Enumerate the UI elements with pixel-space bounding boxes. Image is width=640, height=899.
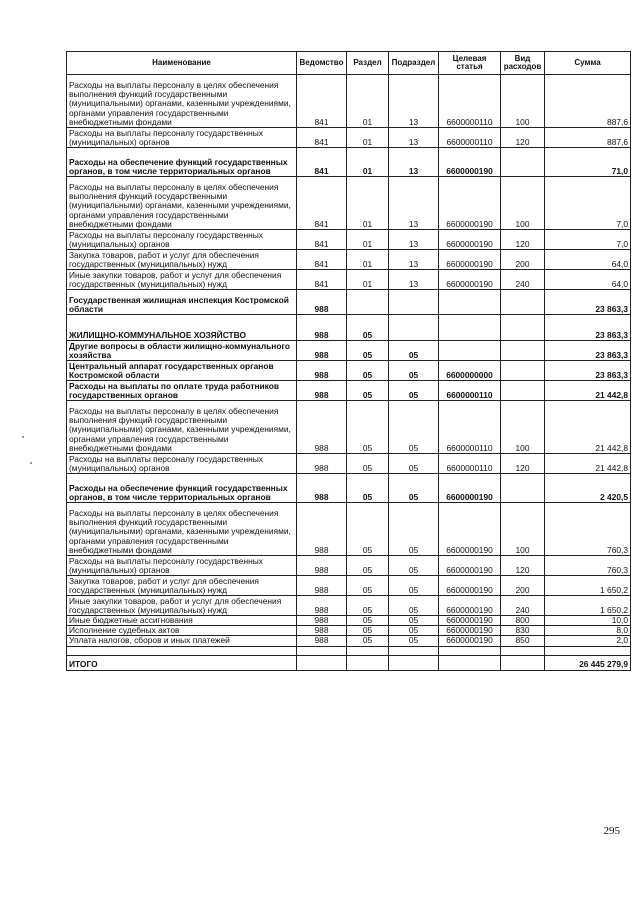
cell-summa: 23 863,3 bbox=[545, 290, 631, 315]
cell-vedomstvo: 988 bbox=[297, 474, 347, 503]
cell-summa: 23 863,3 bbox=[545, 315, 631, 341]
table-row bbox=[67, 230, 631, 250]
cell-vid-raskhodov bbox=[501, 655, 545, 670]
cell-vedomstvo: 988 bbox=[297, 381, 347, 401]
table-row bbox=[67, 401, 631, 454]
header-tselevaya-statya: Целевая статья bbox=[439, 52, 501, 75]
cell-vid-raskhodov: 100 bbox=[501, 401, 545, 454]
cell-name: Расходы на выплаты персоналу государственных (муниципальных) органов bbox=[67, 230, 297, 250]
cell-vid-raskhodov bbox=[501, 474, 545, 503]
cell-name: Центральный аппарат государственных органов Костромской области bbox=[67, 361, 297, 381]
cell-vedomstvo: 988 bbox=[297, 626, 347, 636]
cell-vedomstvo: 841 bbox=[297, 250, 347, 270]
cell-name: Закупка товаров, работ и услуг для обеспечения государственных (муниципальных) нужд bbox=[67, 576, 297, 596]
cell-name: Другие вопросы в области жилищно-коммунального хозяйства bbox=[67, 341, 297, 361]
cell-razdel bbox=[347, 655, 389, 670]
cell-tselevaya-statya: 6600000190 bbox=[439, 177, 501, 230]
cell-podrazdel bbox=[389, 290, 439, 315]
cell-podrazdel: 05 bbox=[389, 503, 439, 556]
table-row bbox=[67, 454, 631, 474]
cell-vedomstvo: 988 bbox=[297, 341, 347, 361]
cell-name: Расходы на выплаты персоналу государственных (муниципальных) органов bbox=[67, 454, 297, 474]
cell-summa: 21 442,8 bbox=[545, 401, 631, 454]
table-row bbox=[67, 270, 631, 290]
header-name: Наименование bbox=[67, 52, 297, 75]
cell-vedomstvo: 988 bbox=[297, 503, 347, 556]
table-row bbox=[67, 596, 631, 616]
cell-name: Иные бюджетные ассигнования bbox=[67, 616, 297, 626]
cell-summa: 26 445 279,9 bbox=[545, 655, 631, 670]
cell-summa: 760,3 bbox=[545, 556, 631, 576]
cell-summa: 8,0 bbox=[545, 626, 631, 636]
cell-razdel: 05 bbox=[347, 341, 389, 361]
cell-vedomstvo: 841 bbox=[297, 148, 347, 177]
table-body bbox=[67, 75, 631, 671]
cell-razdel: 05 bbox=[347, 503, 389, 556]
cell-name: Расходы на обеспечение функций государственных органов, в том числе территориальных органов bbox=[67, 148, 297, 177]
cell-name: Расходы на выплаты персоналу в целях обеспечения выполнения функций государственными (муниципальными) органами, казенными учреждениями, органами управления государственными внебюджетными фондами bbox=[67, 177, 297, 230]
cell-vedomstvo: 988 bbox=[297, 556, 347, 576]
cell-razdel: 01 bbox=[347, 75, 389, 128]
cell-vid-raskhodov: 120 bbox=[501, 128, 545, 148]
table-row bbox=[67, 75, 631, 128]
cell-vedomstvo: 841 bbox=[297, 177, 347, 230]
cell-tselevaya-statya bbox=[439, 646, 501, 655]
cell-summa: 1 650,2 bbox=[545, 596, 631, 616]
cell-summa: 7,0 bbox=[545, 177, 631, 230]
cell-podrazdel: 05 bbox=[389, 626, 439, 636]
cell-vid-raskhodov bbox=[501, 290, 545, 315]
cell-podrazdel bbox=[389, 646, 439, 655]
cell-vid-raskhodov: 200 bbox=[501, 250, 545, 270]
scan-speck bbox=[22, 436, 24, 438]
cell-name: Расходы на выплаты персоналу государственных (муниципальных) органов bbox=[67, 128, 297, 148]
table-row bbox=[67, 646, 631, 655]
cell-summa: 21 442,8 bbox=[545, 454, 631, 474]
cell-podrazdel: 13 bbox=[389, 270, 439, 290]
cell-name bbox=[67, 646, 297, 655]
cell-vedomstvo: 841 bbox=[297, 230, 347, 250]
cell-tselevaya-statya bbox=[439, 341, 501, 361]
cell-razdel bbox=[347, 646, 389, 655]
cell-name: Расходы на обеспечение функций государственных органов, в том числе территориальных органов bbox=[67, 474, 297, 503]
cell-vedomstvo: 988 bbox=[297, 361, 347, 381]
table-row bbox=[67, 474, 631, 503]
cell-vedomstvo: 988 bbox=[297, 315, 347, 341]
cell-vid-raskhodov bbox=[501, 341, 545, 361]
cell-tselevaya-statya: 6600000190 bbox=[439, 556, 501, 576]
cell-tselevaya-statya: 6600000110 bbox=[439, 128, 501, 148]
cell-podrazdel: 05 bbox=[389, 361, 439, 381]
cell-vid-raskhodov bbox=[501, 381, 545, 401]
cell-tselevaya-statya bbox=[439, 290, 501, 315]
cell-razdel bbox=[347, 290, 389, 315]
cell-podrazdel: 05 bbox=[389, 381, 439, 401]
cell-tselevaya-statya: 6600000190 bbox=[439, 230, 501, 250]
cell-tselevaya-statya: 6600000110 bbox=[439, 75, 501, 128]
cell-tselevaya-statya: 6600000190 bbox=[439, 596, 501, 616]
cell-summa: 21 442,8 bbox=[545, 381, 631, 401]
cell-vid-raskhodov: 830 bbox=[501, 626, 545, 636]
cell-name: Государственная жилищная инспекция Костромской области bbox=[67, 290, 297, 315]
cell-vid-raskhodov: 120 bbox=[501, 230, 545, 250]
cell-summa: 887,6 bbox=[545, 128, 631, 148]
cell-podrazdel: 05 bbox=[389, 341, 439, 361]
cell-podrazdel: 05 bbox=[389, 454, 439, 474]
cell-summa: 760,3 bbox=[545, 503, 631, 556]
cell-podrazdel: 13 bbox=[389, 177, 439, 230]
cell-vedomstvo: 988 bbox=[297, 454, 347, 474]
cell-summa: 64,0 bbox=[545, 250, 631, 270]
table-row bbox=[67, 250, 631, 270]
cell-razdel: 05 bbox=[347, 401, 389, 454]
cell-name: Иные закупки товаров, работ и услуг для обеспечения государственных (муниципальных) нужд bbox=[67, 270, 297, 290]
cell-podrazdel: 05 bbox=[389, 474, 439, 503]
table-row bbox=[67, 626, 631, 636]
cell-summa: 10,0 bbox=[545, 616, 631, 626]
cell-podrazdel: 13 bbox=[389, 230, 439, 250]
table-row bbox=[67, 148, 631, 177]
cell-vedomstvo: 988 bbox=[297, 576, 347, 596]
cell-podrazdel: 05 bbox=[389, 616, 439, 626]
table-header-row bbox=[67, 52, 631, 75]
cell-vedomstvo bbox=[297, 655, 347, 670]
cell-tselevaya-statya: 6600000190 bbox=[439, 503, 501, 556]
cell-podrazdel: 13 bbox=[389, 75, 439, 128]
cell-podrazdel bbox=[389, 315, 439, 341]
table-row bbox=[67, 381, 631, 401]
cell-name: Исполнение судебных актов bbox=[67, 626, 297, 636]
cell-vid-raskhodov: 240 bbox=[501, 270, 545, 290]
cell-tselevaya-statya: 6600000190 bbox=[439, 616, 501, 626]
cell-vid-raskhodov: 100 bbox=[501, 75, 545, 128]
table-row bbox=[67, 361, 631, 381]
table-row bbox=[67, 636, 631, 646]
cell-podrazdel: 13 bbox=[389, 128, 439, 148]
page-number: 295 bbox=[603, 825, 620, 837]
cell-name: Расходы на выплаты персоналу государственных (муниципальных) органов bbox=[67, 556, 297, 576]
cell-name: Иные закупки товаров, работ и услуг для обеспечения государственных (муниципальных) нужд bbox=[67, 596, 297, 616]
table-row bbox=[67, 315, 631, 341]
cell-razdel: 05 bbox=[347, 381, 389, 401]
cell-vedomstvo: 988 bbox=[297, 596, 347, 616]
cell-vid-raskhodov: 200 bbox=[501, 576, 545, 596]
cell-summa: 1 650,2 bbox=[545, 576, 631, 596]
cell-vid-raskhodov: 240 bbox=[501, 596, 545, 616]
scan-speck bbox=[30, 462, 32, 464]
cell-tselevaya-statya bbox=[439, 655, 501, 670]
cell-vid-raskhodov bbox=[501, 315, 545, 341]
cell-tselevaya-statya: 6600000000 bbox=[439, 361, 501, 381]
cell-summa: 23 863,3 bbox=[545, 361, 631, 381]
cell-vid-raskhodov bbox=[501, 148, 545, 177]
table-row bbox=[67, 177, 631, 230]
cell-podrazdel: 05 bbox=[389, 556, 439, 576]
cell-vedomstvo: 841 bbox=[297, 75, 347, 128]
cell-razdel: 01 bbox=[347, 270, 389, 290]
cell-summa: 23 863,3 bbox=[545, 341, 631, 361]
cell-razdel: 05 bbox=[347, 361, 389, 381]
cell-vid-raskhodov: 120 bbox=[501, 454, 545, 474]
cell-name: Расходы на выплаты персоналу в целях обеспечения выполнения функций государственными (муниципальными) органами, казенными учреждениями, органами управления государственными внебюджетными фондами bbox=[67, 75, 297, 128]
header-summa: Сумма bbox=[545, 52, 631, 75]
cell-summa: 2,0 bbox=[545, 636, 631, 646]
table-row bbox=[67, 341, 631, 361]
cell-razdel: 01 bbox=[347, 177, 389, 230]
cell-vedomstvo: 988 bbox=[297, 636, 347, 646]
cell-vedomstvo: 988 bbox=[297, 290, 347, 315]
cell-vedomstvo: 841 bbox=[297, 270, 347, 290]
cell-vedomstvo: 988 bbox=[297, 401, 347, 454]
budget-table bbox=[66, 51, 631, 671]
cell-tselevaya-statya: 6600000190 bbox=[439, 576, 501, 596]
cell-vedomstvo bbox=[297, 646, 347, 655]
table-row bbox=[67, 556, 631, 576]
cell-podrazdel: 13 bbox=[389, 148, 439, 177]
table-row bbox=[67, 290, 631, 315]
cell-name: Расходы на выплаты персоналу в целях обеспечения выполнения функций государственными (муниципальными) органами, казенными учреждениями, органами управления государственными внебюджетными фондами bbox=[67, 503, 297, 556]
total-row bbox=[67, 655, 631, 670]
cell-summa: 64,0 bbox=[545, 270, 631, 290]
cell-tselevaya-statya: 6600000190 bbox=[439, 250, 501, 270]
cell-razdel: 01 bbox=[347, 250, 389, 270]
cell-razdel: 05 bbox=[347, 556, 389, 576]
cell-vid-raskhodov: 100 bbox=[501, 503, 545, 556]
cell-summa: 71,0 bbox=[545, 148, 631, 177]
cell-summa: 2 420,5 bbox=[545, 474, 631, 503]
cell-razdel: 05 bbox=[347, 315, 389, 341]
cell-tselevaya-statya: 6600000110 bbox=[439, 454, 501, 474]
cell-podrazdel: 05 bbox=[389, 636, 439, 646]
cell-tselevaya-statya: 6600000190 bbox=[439, 626, 501, 636]
table-row bbox=[67, 128, 631, 148]
cell-summa: 7,0 bbox=[545, 230, 631, 250]
cell-razdel: 01 bbox=[347, 128, 389, 148]
table-row bbox=[67, 503, 631, 556]
cell-tselevaya-statya: 6600000110 bbox=[439, 401, 501, 454]
cell-vedomstvo: 841 bbox=[297, 128, 347, 148]
cell-tselevaya-statya: 6600000190 bbox=[439, 270, 501, 290]
header-vedomstvo: Ведомство bbox=[297, 52, 347, 75]
cell-summa bbox=[545, 646, 631, 655]
cell-name: ИТОГО bbox=[67, 655, 297, 670]
cell-razdel: 05 bbox=[347, 626, 389, 636]
cell-razdel: 05 bbox=[347, 576, 389, 596]
table-row bbox=[67, 576, 631, 596]
cell-name: Расходы на выплаты персоналу в целях обеспечения выполнения функций государственными (муниципальными) органами, казенными учреждениями, органами управления государственными внебюджетными фондами bbox=[67, 401, 297, 454]
header-vid-raskhodov: Вид расходов bbox=[501, 52, 545, 75]
cell-razdel: 01 bbox=[347, 148, 389, 177]
cell-tselevaya-statya bbox=[439, 315, 501, 341]
cell-razdel: 01 bbox=[347, 230, 389, 250]
cell-name: ЖИЛИЩНО-КОММУНАЛЬНОЕ ХОЗЯЙСТВО bbox=[67, 315, 297, 341]
cell-tselevaya-statya: 6600000110 bbox=[439, 381, 501, 401]
cell-razdel: 05 bbox=[347, 636, 389, 646]
cell-name: Уплата налогов, сборов и иных платежей bbox=[67, 636, 297, 646]
cell-razdel: 05 bbox=[347, 616, 389, 626]
cell-vid-raskhodov: 100 bbox=[501, 177, 545, 230]
cell-vid-raskhodov: 120 bbox=[501, 556, 545, 576]
cell-podrazdel: 05 bbox=[389, 576, 439, 596]
cell-podrazdel: 05 bbox=[389, 596, 439, 616]
cell-tselevaya-statya: 6600000190 bbox=[439, 474, 501, 503]
cell-razdel: 05 bbox=[347, 596, 389, 616]
cell-podrazdel: 05 bbox=[389, 401, 439, 454]
cell-vid-raskhodov: 850 bbox=[501, 636, 545, 646]
header-razdel: Раздел bbox=[347, 52, 389, 75]
cell-vid-raskhodov bbox=[501, 361, 545, 381]
cell-razdel: 05 bbox=[347, 474, 389, 503]
cell-podrazdel: 13 bbox=[389, 250, 439, 270]
cell-podrazdel bbox=[389, 655, 439, 670]
cell-vid-raskhodov bbox=[501, 646, 545, 655]
cell-summa: 887,6 bbox=[545, 75, 631, 128]
header-podrazdel: Подраздел bbox=[389, 52, 439, 75]
cell-name: Закупка товаров, работ и услуг для обеспечения государственных (муниципальных) нужд bbox=[67, 250, 297, 270]
cell-name: Расходы на выплаты по оплате труда работников государственных органов bbox=[67, 381, 297, 401]
cell-vedomstvo: 988 bbox=[297, 616, 347, 626]
table-row bbox=[67, 616, 631, 626]
cell-razdel: 05 bbox=[347, 454, 389, 474]
cell-tselevaya-statya: 6600000190 bbox=[439, 636, 501, 646]
cell-vid-raskhodov: 800 bbox=[501, 616, 545, 626]
cell-tselevaya-statya: 6600000190 bbox=[439, 148, 501, 177]
